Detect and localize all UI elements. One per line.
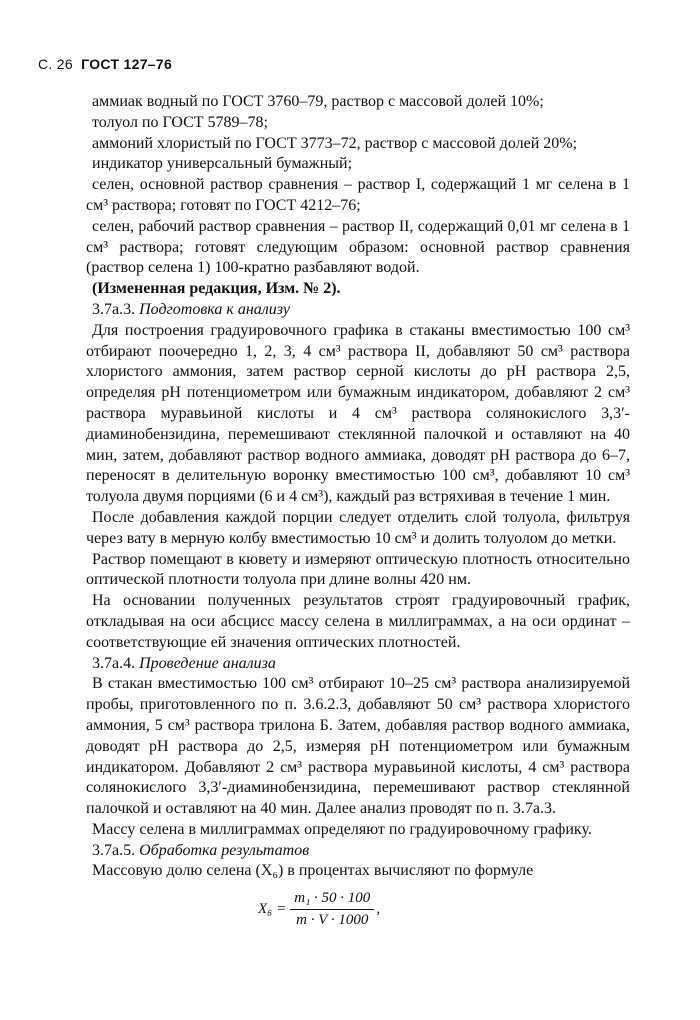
reagent-line: аммиак водный по ГОСТ 3760–79, раствор с массовой долей 10%; [92, 93, 544, 110]
paragraph: После добавления каждой порции следует отделить слой толуола, фильтруя через вату в мерную колбу вместимостью 10 см³ и долить толуолом до метки. [86, 508, 630, 547]
reagent-line: селен, рабочий раствор сравнения – раствор II, содержащий 0,01 мг селена в 1 см³ раствора; готовят следующим образом: основной раствор сравнения (раствор селена 1) 100-кратно разбавляют водой. [86, 217, 630, 277]
paragraph: Массу селена в миллиграммах определяют по градуировочному графику. [92, 820, 592, 838]
paragraph: На основании полученных результатов строят градуировочный график, откладывая на оси абсцисс массу селена в миллиграммах, а на оси ординат – соответствующие ей значения оптических плотностей. [86, 592, 630, 651]
reagent-line: индикатор универсальный бумажный; [92, 155, 353, 173]
reagent-line: селен, основной раствор сравнения – раствор I, содержащий 1 мг селена в 1 см³ раствора; готовят по ГОСТ 4212–76; [86, 176, 630, 214]
formula-denominator: m · V · 1000 [296, 912, 369, 928]
formula-lhs: X₆ = [258, 901, 287, 917]
paragraph: Для построения градуировочного графика в стаканы вместимостью 100 см³ отбирают поочередно 1, 2, 3, 4 см³ раствора II, добавляют 50 см³ раствора хлористого аммония, затем раствор серной кислоты до pH раствора 2,5, определяя pH потенциометром или бумажным индикатором, добавляют 2 см³ раствора муравьиной кислоты и 4 см³ раствора солянокислого 3,3′-диаминобензидина, перемешивают стеклянной палочкой и оставляют на 40 мин, затем, добавляют раствор водного аммиака, доводят pH раствора до 6–7, переносят в делительную воронку вместимостью 100 см³, добавляют 10 см³ толуола двумя порциями (6 и 4 см³), каждый раз встряхивая в течение 1 мин. [86, 321, 630, 506]
change-note: (Измененная редакция, Изм. № 2). [92, 280, 341, 298]
section-number: 3.7а.4. [92, 654, 136, 672]
section-number: 3.7а.3. [92, 300, 136, 318]
reagent-line: толуол по ГОСТ 5789–78; [92, 113, 268, 131]
section-number: 3.7а.5. [92, 841, 136, 859]
section-heading [86, 300, 630, 321]
section-title: Обработка результатов [139, 841, 310, 859]
section-title: Подготовка к анализу [139, 300, 291, 318]
section-title: Проведение анализа [139, 654, 276, 672]
document-code: ГОСТ 127–76 [81, 56, 173, 72]
page-header [38, 56, 172, 72]
paragraph: Раствор помещают в кювету и измеряют оптическую плотность относительно оптической плотности толуола при длине волны 420 нм. [86, 550, 630, 589]
selenium-formula [258, 890, 380, 929]
reagent-line: аммоний хлористый по ГОСТ 3773–72, раствор с массовой долей 20%; [92, 134, 578, 152]
page-number: С. 26 [38, 56, 73, 72]
section-heading [86, 654, 630, 675]
section-heading [86, 841, 630, 862]
formula-fraction [290, 890, 374, 929]
document-body [86, 92, 630, 882]
paragraph: Массовую долю селена (X₆) в процентах вычисляют по формуле [92, 862, 534, 880]
paragraph: В стакан вместимостью 100 см³ отбирают 10–25 см³ раствора анализируемой пробы, приготовленного по п. 3.6.2.3, добавляют 50 см³ раствора хлористого аммония, 5 см³ раствора трилона Б. Затем, добавляя раствор водного аммиака, доводят pH раствора до 2,5, измеряя pH потенциометром или бумажным индикатором. Добавляют 2 см³ раствора муравьиной кислоты, 4 см³ раствора солянокислого 3,3′-диаминобензидина, перемешивают раствор стеклянной палочкой и оставляют на 40 мин. Далее анализ проводят по п. 3.7а.3. [86, 675, 630, 818]
formula-numerator: m₁ · 50 · 100 [290, 890, 374, 910]
formula-comma: , [376, 901, 381, 917]
